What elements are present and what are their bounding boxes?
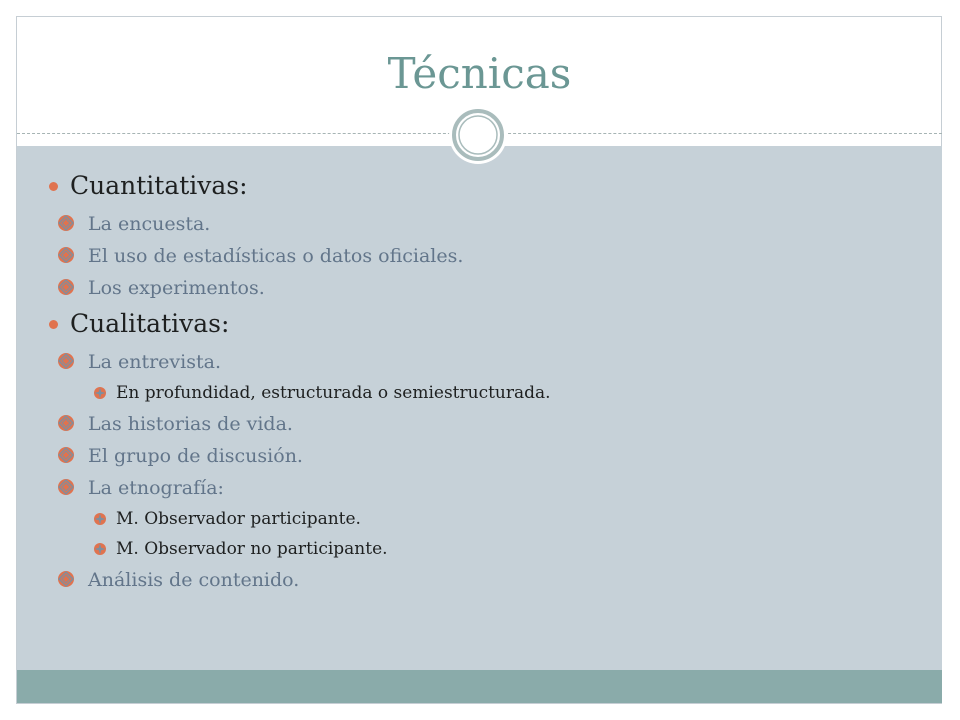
list-item [58,244,928,268]
square-bullet-icon [58,247,74,263]
list-item [58,568,928,592]
square-bullet-icon [58,215,74,231]
star-bullet-icon [94,543,106,555]
slide-title: Técnicas [387,49,572,98]
item-text: El grupo de discusión. [88,445,303,467]
square-bullet-icon [58,479,74,495]
square-bullet-icon [58,279,74,295]
item-text: La etnografía: [88,477,224,499]
item-text: Análisis de contenido. [88,569,300,591]
list-item [58,212,928,236]
list-item [58,444,928,468]
star-bullet-icon [94,387,106,399]
footer-band [17,670,942,703]
section-qualitative [48,306,928,592]
square-bullet-icon [58,415,74,431]
item-text: Las historias de vida. [88,413,293,435]
section-label: Cuantitativas: [70,171,248,200]
star-bullet-icon [94,513,106,525]
item-text: La entrevista. [88,351,221,373]
list-item [94,508,928,530]
square-bullet-icon [58,353,74,369]
item-text: La encuesta. [88,213,211,235]
item-text: El uso de estadísticas o datos oficiales. [88,245,464,267]
list-item [58,476,928,560]
dot-bullet-icon [49,320,58,329]
square-bullet-icon [58,447,74,463]
bullet-list [48,164,928,592]
list-item [58,350,928,404]
square-bullet-icon [58,571,74,587]
list-item [58,276,928,300]
list-item [94,382,928,404]
sublist [70,350,928,592]
subitem-text: M. Observador participante. [116,509,361,529]
sublist [70,212,928,300]
circle-ornament-icon [447,104,509,166]
sublist [88,508,928,560]
subitem-text: M. Observador no participante. [116,539,388,559]
subitem-text: En profundidad, estructurada o semiestructurada. [116,383,551,403]
item-text: Los experimentos. [88,277,265,299]
section-label: Cualitativas: [70,309,230,338]
dot-bullet-icon [49,182,58,191]
list-item [94,538,928,560]
section-quantitative [48,168,928,300]
list-item [58,412,928,436]
sublist [88,382,928,404]
